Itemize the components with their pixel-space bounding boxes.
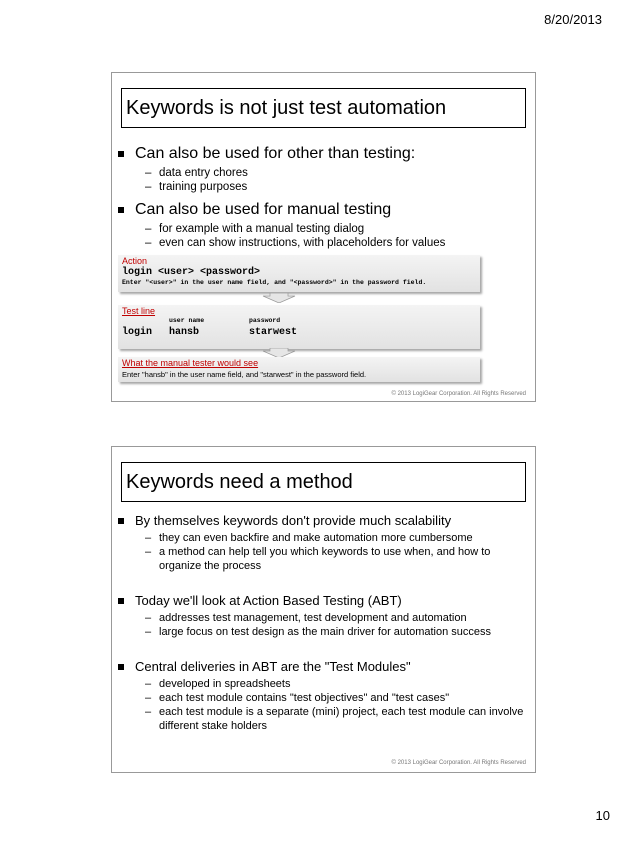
sub-bullet-item: – each test module is a separate (mini) project, each test module can involve different stake holders [145,705,529,733]
down-arrow-icon [262,293,296,303]
bullet-item [118,200,529,220]
manual-view-text: Enter "hansb" in the user name field, and "starwest" in the password field. [122,370,367,379]
bullet-item [118,513,529,529]
bullet-text: Can also be used for other than testing: [135,145,416,162]
sub-bullet-list [118,611,529,639]
bullet-item [118,144,529,164]
test-line-header-row [122,317,476,327]
bullet-text: Can also be used for manual testing [135,201,392,218]
copyright: © 2013 LogiGear Corporation. All Rights Reserved [391,391,526,397]
sub-bullet-text: a method can help tell you which keywords to use when, and how to organize the process [159,546,491,572]
test-line-value-row [122,327,476,341]
sub-bullet-text: large focus on test design as the main driver for automation success [159,626,492,638]
page-date: 8/20/2013 [544,12,602,27]
bullet-text: By themselves keywords don't provide much scalability [135,513,452,528]
sub-bullet-item: – large focus on test design as the main driver for automation success [145,626,492,638]
action-instruction: Enter "<user>" in the user name field, and "<password>" in the password field. [122,279,427,286]
sub-bullet-list [118,222,529,250]
page-number: 10 [595,808,610,823]
action-box [118,255,480,292]
sub-bullet-text: each test module contains "test objectives" and "test cases" [159,692,450,704]
action-label: Action [122,256,148,266]
manual-view-box [118,357,480,382]
slide-title-box [121,88,526,128]
value-user-name: hansb [169,327,200,338]
sub-bullet-item: – for example with a manual testing dialog [145,223,365,235]
bullet-square-icon [118,518,124,524]
test-line-label: Test line [122,306,156,316]
sub-bullet-item: – even can show instructions, with placeholders for values [145,237,446,249]
header-user-name: user name [169,317,205,324]
sub-bullet-item: – developed in spreadsheets [145,678,291,690]
value-action: login [122,327,153,338]
sub-bullet-item: – addresses test management, test development and automation [145,612,467,624]
bullet-text: Central deliveries in ABT are the "Test Modules" [135,659,411,674]
sub-bullet-text: data entry chores [159,167,248,179]
sub-bullet-text: they can even backfire and make automation more cumbersome [159,532,473,544]
sub-bullet-item: – they can even backfire and make automation more cumbersome [145,532,473,544]
sub-bullet-text: training purposes [159,181,248,193]
sub-bullet-item: – each test module contains "test objectives" and "test cases" [145,692,450,704]
sub-bullet-text: addresses test management, test development and automation [159,612,467,624]
manual-view-label: What the manual tester would see [122,358,259,368]
bullet-item [118,593,529,609]
bullet-square-icon [118,207,124,213]
sub-bullet-item: – a method can help tell you which keywords to use when, and how to organize the process [145,545,529,573]
sub-bullet-item: – training purposes [145,181,248,193]
bullet-item [118,659,529,675]
header-password: password [249,317,281,324]
slide-title: Keywords is not just test automation [126,97,447,119]
slide-title: Keywords need a method [126,471,353,493]
sub-bullet-text: for example with a manual testing dialog [159,223,365,235]
sub-bullet-list [118,677,529,733]
action-code: login <user> <password> [122,267,261,278]
slide-title-box [121,462,526,502]
slide-1 [111,72,536,402]
bullet-list [118,513,529,733]
bullet-list [118,144,529,250]
test-line-box [118,305,480,349]
sub-bullet-list [118,166,529,194]
bullet-square-icon [118,664,124,670]
copyright: © 2013 LogiGear Corporation. All Rights Reserved [391,760,526,766]
slide-2 [111,446,536,773]
bullet-square-icon [118,151,124,157]
sub-bullet-text: developed in spreadsheets [159,678,291,690]
sub-bullet-text: each test module is a separate (mini) project, each test module can involve different stake holders [159,706,524,732]
bullet-text: Today we'll look at Action Based Testing (ABT) [135,593,402,608]
value-password: starwest [249,327,298,338]
sub-bullet-item: – data entry chores [145,167,248,179]
sub-bullet-text: even can show instructions, with placeholders for values [159,237,446,249]
sub-bullet-list [118,531,529,573]
bullet-square-icon [118,598,124,604]
